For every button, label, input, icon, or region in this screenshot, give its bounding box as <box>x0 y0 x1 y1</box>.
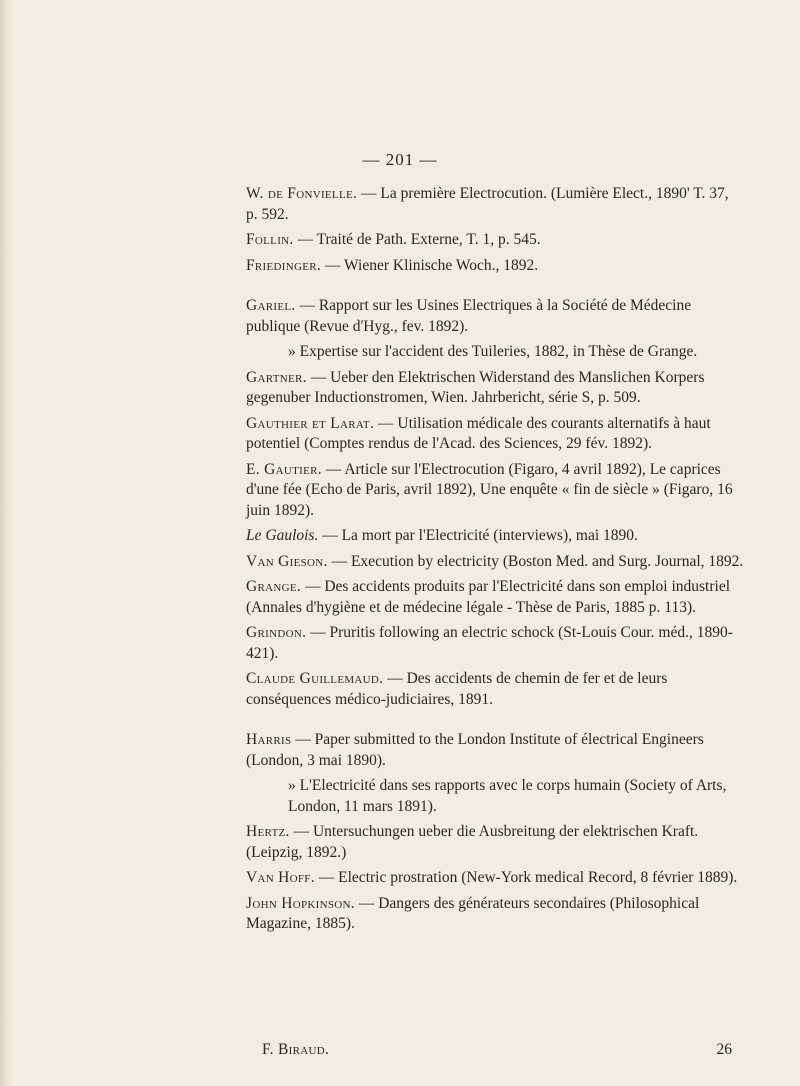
entry-text: — Rapport sur les Usines Electriques à la Société de Médecine publique (Revue d'Hyg., fev. 1892). <box>246 297 692 335</box>
entry-text: — Execution by electricity (Boston Med. and Surg. Journal, 1892. <box>327 552 744 570</box>
bibliography-entry-ditto <box>246 776 744 817</box>
entry-text: — Traité de Path. Externe, T. 1, p. 545. <box>293 231 541 248</box>
entry-author: Gariel. <box>246 297 296 314</box>
entry-author: Grange. <box>246 578 302 595</box>
bibliography-entry <box>246 230 744 251</box>
entry-text: L'Electricité dans ses rapports avec le corps humain (Society of Arts, London, 11 mars 1891). <box>288 777 727 815</box>
entry-ditto-mark: » <box>288 777 296 794</box>
bibliography-entry <box>246 256 744 277</box>
entry-text: — Untersuchungen ueber die Ausbreitung der elektrischen Kraft. (Leipzig, 1892.) <box>246 823 699 861</box>
entry-text: — Des accidents produits par l'Electricité dans son emploi industriel (Annales d'hygiène et de médecine légale - Thèse de Paris, 1885 p. 113). <box>246 578 730 616</box>
bibliography-entry <box>246 822 744 863</box>
bibliography-entry <box>246 577 744 618</box>
entry-text: — Ueber den Elektrischen Widerstand des Manslichen Korpers gegenuber Inductionstromen, Wien. Jahrbericht, série S, p. 509. <box>246 368 705 406</box>
bibliography-entry <box>246 894 744 935</box>
entry-text: — Pruritis following an electric schock (St-Louis Cour. méd., 1890-421). <box>246 624 733 662</box>
entry-author: Friedinger. <box>246 256 322 274</box>
entry-text: — Wiener Klinische Woch., 1892. <box>321 256 539 274</box>
bibliography-list <box>246 184 744 940</box>
entry-author: Follin. <box>246 231 294 248</box>
entry-ditto-mark: » <box>288 343 296 360</box>
entry-text: — Utilisation médicale des courants alternatifs à haut potentiel (Comptes rendus de l'Acad. des Sciences, 29 fév. 1892). <box>246 414 711 452</box>
bibliography-entry <box>246 368 744 409</box>
bibliography-entry <box>246 526 744 547</box>
entry-author: Gartner. <box>246 368 307 386</box>
bibliography-entry-ditto <box>246 342 744 363</box>
signature-name: F. Biraud. <box>262 1041 330 1058</box>
sheet-number: 26 <box>716 1041 732 1058</box>
entry-text: — Paper submitted to the London Institute of électrical Engineers (London, 3 mai 1890). <box>246 731 704 769</box>
bibliography-entry <box>246 460 744 522</box>
entry-author: E. Gautier. <box>246 460 322 478</box>
entry-author: Van Gieson. <box>246 552 328 570</box>
entry-text: — La mort par l'Electricité (interviews), mai 1890. <box>318 527 638 544</box>
entry-author: Claude Guillemaud. <box>246 670 384 687</box>
entry-text: — Electric prostration (New-York medical Record, 8 février 1889). <box>314 869 738 886</box>
bibliography-entry <box>246 730 744 771</box>
bibliography-entry <box>246 868 744 889</box>
entry-text: — La première Electrocution. (Lumière Elect., 1890' T. 37, p. 592. <box>246 185 729 223</box>
bibliography-entry <box>246 623 744 664</box>
entry-text: Expertise sur l'accident des Tuileries, 1882, in Thèse de Grange. <box>295 343 698 360</box>
entry-author: John Hopkinson. <box>246 894 355 912</box>
signature-footer <box>262 1041 732 1059</box>
entry-author: Hertz. <box>246 823 290 840</box>
entry-text: — Dangers des générateurs secondaires (Philosophical Magazine, 1885). <box>246 894 700 932</box>
bibliography-entry <box>246 184 744 225</box>
entry-text: — Article sur l'Electrocution (Figaro, 4 avril 1892), Le caprices d'une fée (Echo de Paris, avril 1892), Une enquête « fin de siècle » (Figaro, 16 juin 1892). <box>246 460 733 519</box>
entry-author: Gauthier et Larat. <box>246 414 375 432</box>
entry-author: W. de Fonvielle. <box>246 185 358 202</box>
bibliography-entry <box>246 669 744 710</box>
entry-text: — Des accidents de chemin de fer et de leurs conséquences médico-judiciaires, 1891. <box>246 670 668 708</box>
entry-author: Harris <box>246 731 292 748</box>
entry-author: Grindon. <box>246 624 307 641</box>
entry-author: Van Hoff. <box>246 869 315 886</box>
bibliography-entry <box>246 552 744 573</box>
bibliography-entry <box>246 296 744 337</box>
entry-author: Le Gaulois. <box>246 527 319 544</box>
page-number: — 201 — <box>362 150 438 169</box>
bibliography-entry <box>246 414 744 455</box>
